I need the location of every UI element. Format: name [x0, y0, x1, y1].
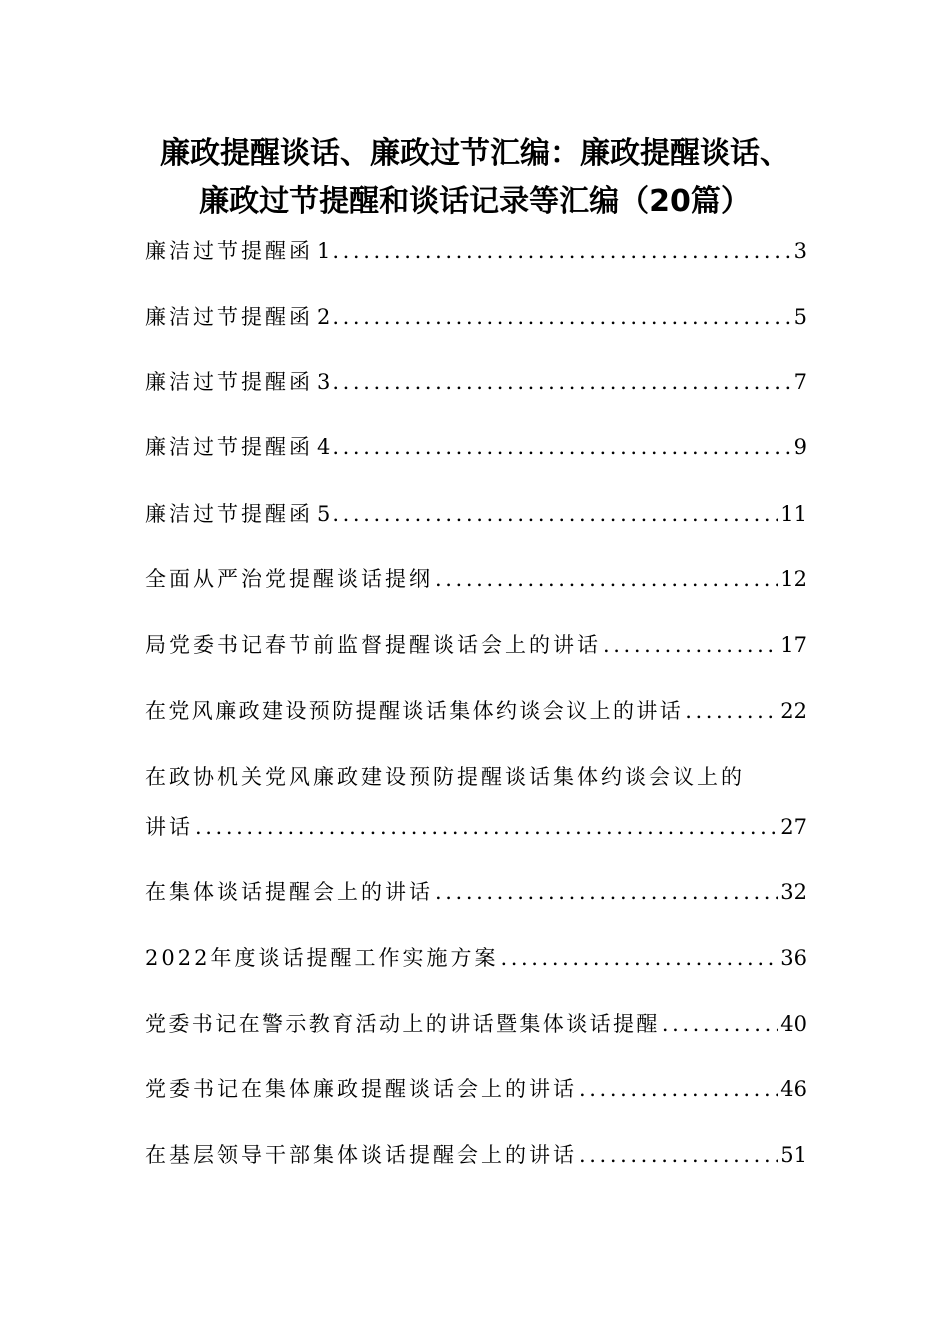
- toc-entry-title: 在集体谈话提醒会上的讲话: [145, 880, 433, 904]
- toc-entry-number: 2: [317, 305, 331, 329]
- toc-entry-page: 17: [780, 633, 807, 657]
- toc-entry-number: 1: [317, 239, 331, 263]
- toc-entry-title: 廉洁过节提醒函: [145, 435, 313, 459]
- toc-entry-title-continued[interactable]: 在政协机关党风廉政建设预防提醒谈话集体约谈会议上的: [145, 765, 745, 789]
- toc-entry-number: 4: [317, 435, 331, 459]
- toc-entry[interactable]: [145, 1135, 807, 1175]
- toc-entry-title: 廉洁过节提醒函: [145, 239, 313, 263]
- toc-entry-title: 廉洁过节提醒函: [145, 305, 313, 329]
- toc-entry-number: 3: [317, 370, 331, 394]
- document-title-line-1: 廉政提醒谈话、廉政过节汇编：廉政提醒谈话、: [160, 136, 790, 171]
- toc-entry[interactable]: [145, 231, 807, 271]
- toc-leader-dots: [332, 297, 791, 337]
- toc-entry[interactable]: [145, 559, 807, 599]
- toc-entry[interactable]: [145, 297, 807, 337]
- toc-entry[interactable]: [145, 362, 807, 402]
- toc-entry-page: 5: [793, 305, 807, 329]
- toc-leader-dots: [685, 691, 778, 731]
- toc-entry-page: 12: [780, 567, 807, 591]
- toc-entry-page: 36: [780, 946, 807, 970]
- toc-entry-title: 党委书记在警示教育活动上的讲话暨集体谈话提醒: [145, 1012, 660, 1036]
- toc-leader-dots: [579, 1135, 778, 1175]
- toc-entry[interactable]: [145, 625, 807, 665]
- toc-entry[interactable]: [145, 494, 807, 534]
- toc-leader-dots: [332, 427, 791, 467]
- toc-entry-page: 9: [793, 435, 807, 459]
- toc-entry-title: 局党委书记春节前监督提醒谈话会上的讲话: [145, 633, 601, 657]
- toc-entry-page: 7: [793, 370, 807, 394]
- toc-entry[interactable]: [145, 872, 807, 912]
- toc-entry-page: 40: [780, 1012, 807, 1036]
- toc-leader-dots: [435, 559, 778, 599]
- toc-entry-title: 讲话: [145, 815, 193, 839]
- toc-entry-page: 51: [780, 1143, 807, 1167]
- toc-entry-page: 11: [780, 502, 807, 526]
- toc-entry-title: 廉洁过节提醒函: [145, 370, 313, 394]
- toc-entry-page: 27: [780, 815, 807, 839]
- toc-leader-dots: [603, 625, 778, 665]
- toc-entry[interactable]: [145, 427, 807, 467]
- toc-leader-dots: [332, 362, 791, 402]
- toc-entry-number: 5: [317, 502, 331, 526]
- toc-leader-dots: [435, 872, 778, 912]
- toc-entry[interactable]: [145, 691, 807, 731]
- toc-entry-page: 3: [793, 239, 807, 263]
- toc-entry-title: 在党风廉政建设预防提醒谈话集体约谈会议上的讲话: [145, 699, 684, 723]
- toc-leader-dots: [195, 807, 778, 847]
- toc-entry[interactable]: [145, 1069, 807, 1109]
- toc-leader-dots: [662, 1004, 778, 1044]
- toc-leader-dots: [332, 231, 791, 271]
- toc-entry-title: 廉洁过节提醒函: [145, 502, 313, 526]
- toc-leader-dots: [579, 1069, 778, 1109]
- toc-entry-page: 46: [780, 1077, 807, 1101]
- toc-entry[interactable]: [145, 807, 807, 847]
- toc-entry-page: 32: [780, 880, 807, 904]
- toc-leader-dots: [500, 938, 778, 978]
- toc-entry-page: 22: [780, 699, 807, 723]
- toc-entry-title: 2022年度谈话提醒工作实施方案: [145, 946, 499, 970]
- document-title-line-2: 廉政过节提醒和谈话记录等汇编（20篇）: [199, 184, 751, 219]
- toc-leader-dots: [332, 494, 778, 534]
- toc-entry-title: 在基层领导干部集体谈话提醒会上的讲话: [145, 1143, 577, 1167]
- toc-entry-title: 全面从严治党提醒谈话提纲: [145, 567, 433, 591]
- toc-entry[interactable]: [145, 1004, 807, 1044]
- toc-entry-title: 党委书记在集体廉政提醒谈话会上的讲话: [145, 1077, 577, 1101]
- toc-entry[interactable]: [145, 938, 807, 978]
